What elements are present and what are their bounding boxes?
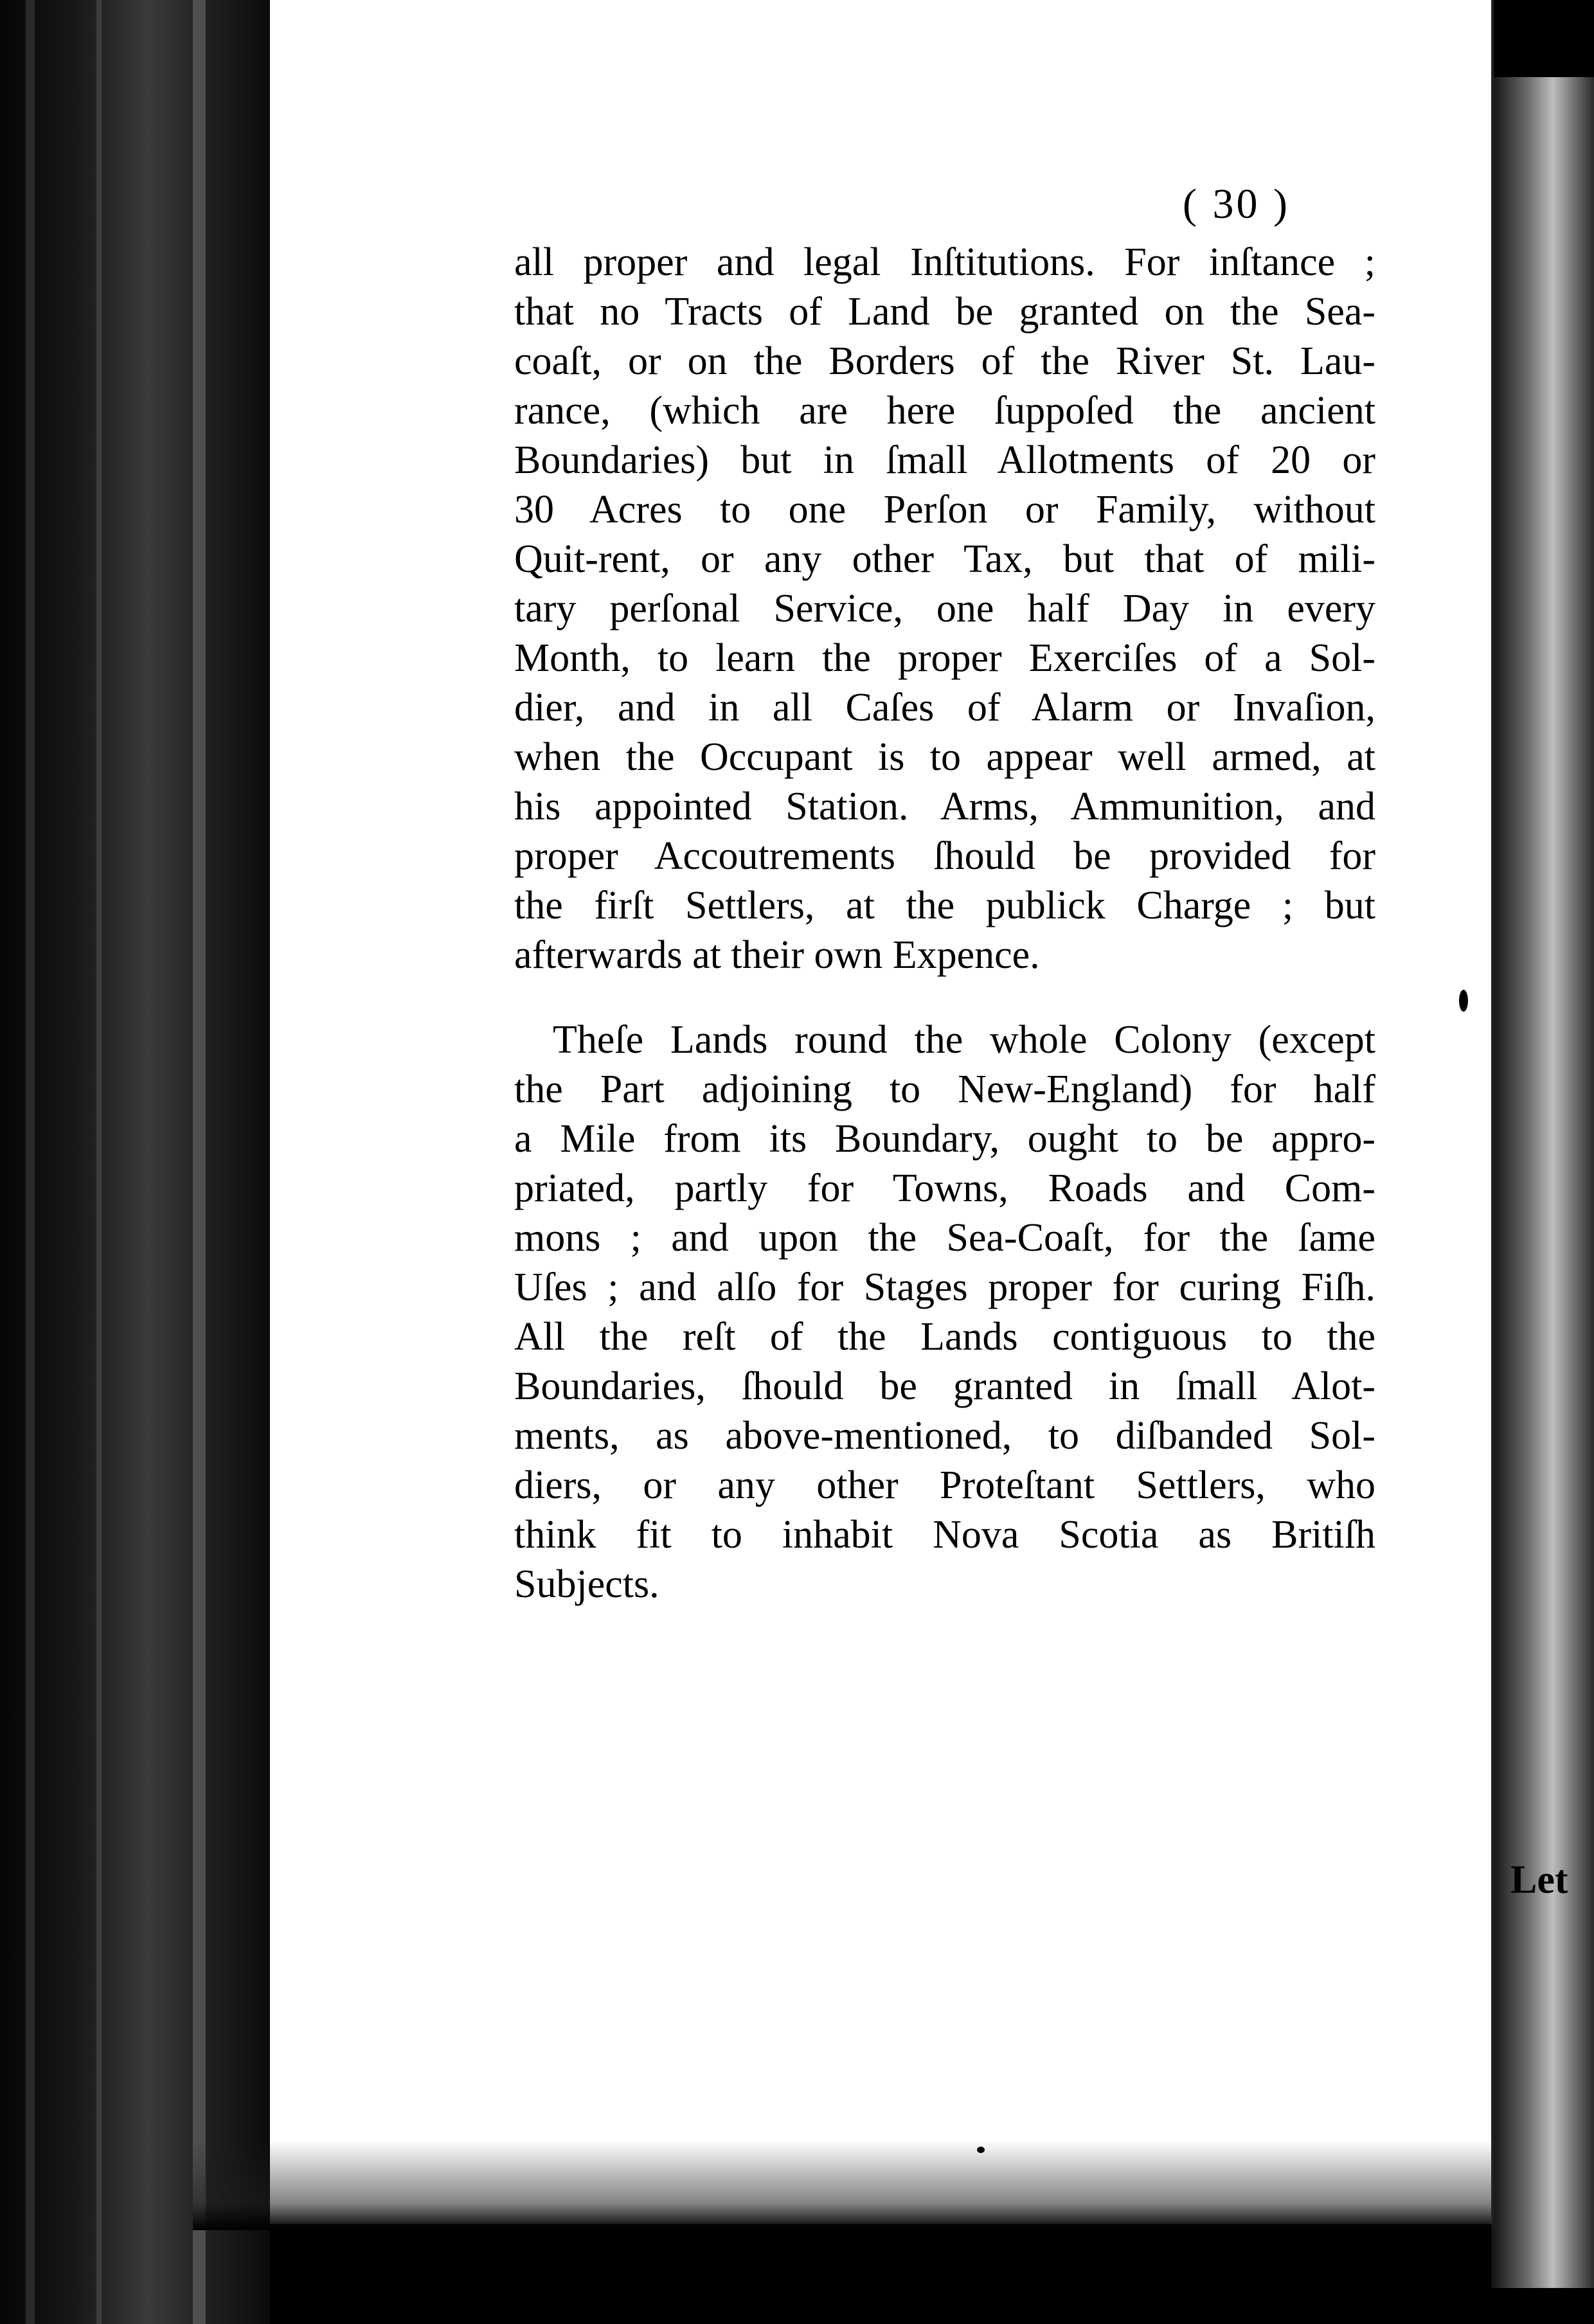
text-line: Theſe Lands round the whole Colony (except (553, 1018, 1375, 1062)
text-line: a Mile from its Boundary, ought to be appro- (514, 1117, 1375, 1161)
text-line: tary perſonal Service, one half Day in every (514, 587, 1375, 630)
catchword: Let (1510, 1858, 1568, 1902)
binding-edge-mark (193, 0, 206, 2324)
page-number: ( 30 ) (1183, 181, 1290, 228)
text-line: the firſt Settlers, at the publick Charge ; but (514, 884, 1375, 927)
ink-speck (1459, 990, 1468, 1012)
book-page (270, 0, 1568, 2228)
text-line: diers, or any other Proteſtant Settlers, who (514, 1463, 1375, 1507)
page-edge-right (1491, 77, 1594, 2288)
text-line: Uſes ; and alſo for Stages proper for curing Fiſh. (514, 1265, 1375, 1309)
text-line: his appointed Station. Arms, Ammunition, and (514, 785, 1375, 828)
text-line: coaſt, or on the Borders of the River St. Lau- (514, 339, 1375, 383)
text-line: priated, partly for Towns, Roads and Com- (514, 1166, 1375, 1210)
text-line: mons ; and upon the Sea-Coaſt, for the ſame (514, 1216, 1375, 1260)
text-line: dier, and in all Caſes of Alarm or Invaſion, (514, 686, 1375, 729)
page-bottom-shadow (193, 2140, 1491, 2230)
text-line: All the reſt of the Lands contiguous to the (514, 1315, 1375, 1359)
binding-edge-mark (26, 0, 35, 2324)
text-line: Boundaries) but in ſmall Allotments of 20 or (514, 438, 1375, 482)
text-line: when the Occupant is to appear well armed, at (514, 735, 1375, 779)
binding-edge-mark (96, 0, 102, 2324)
text-line: Subjects. (514, 1562, 659, 1606)
text-line: Quit-rent, or any other Tax, but that of mili- (514, 537, 1375, 581)
paragraph-1 (514, 238, 1375, 980)
text-line: that no Tracts of Land be granted on the Sea- (514, 290, 1375, 334)
book-binding (0, 0, 270, 2324)
text-line: Boundaries, ſhould be granted in ſmall Alot- (514, 1364, 1375, 1408)
text-line: afterwards at their own Expence. (514, 933, 1040, 977)
text-line: all proper and legal Inſtitutions. For inſtance ; (514, 240, 1375, 284)
text-line: Month, to learn the proper Exerciſes of a Sol- (514, 636, 1375, 680)
paragraph-2 (514, 1015, 1375, 1609)
text-line: ments, as above-mentioned, to diſbanded Sol- (514, 1414, 1375, 1458)
text-line: proper Accoutrements ſhould be provided for (514, 834, 1375, 878)
text-line: think fit to inhabit Nova Scotia as Britiſh (514, 1513, 1375, 1557)
text-line: 30 Acres to one Perſon or Family, without (514, 488, 1375, 532)
text-line: rance, (which are here ſuppoſed the ancient (514, 389, 1375, 433)
text-line: the Part adjoining to New-England) for half (514, 1068, 1375, 1111)
